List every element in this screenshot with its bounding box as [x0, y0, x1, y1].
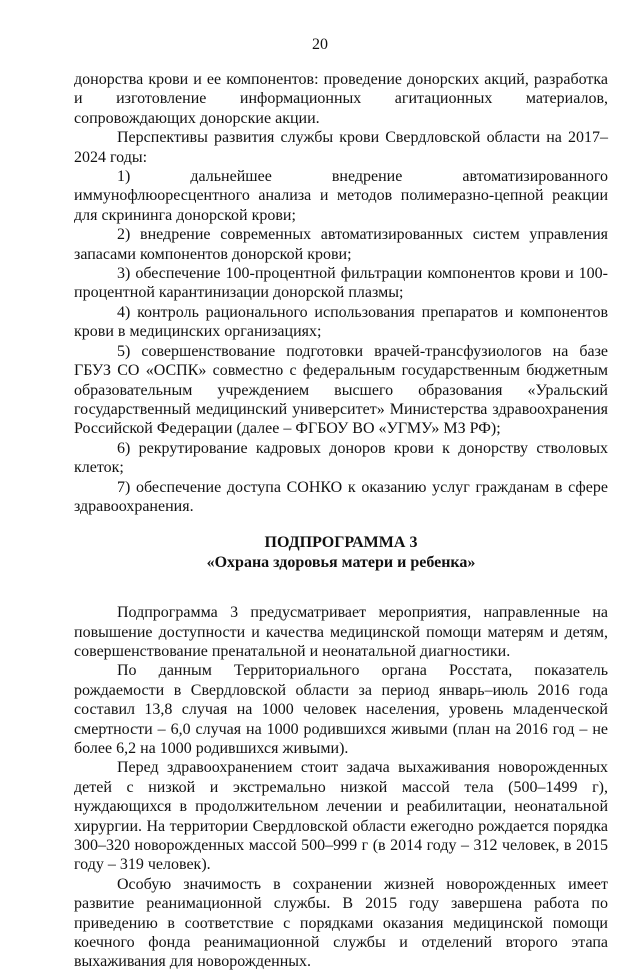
perspective-item-7: 7) обеспечение доступа СОНКО к оказанию услуг гражданам в сфере здравоохранения. — [74, 478, 608, 515]
perspective-item-2: 2) внедрение современных автоматизированных систем управления запасами компонентов донорской крови; — [74, 226, 608, 263]
page-number: 20 — [312, 36, 328, 53]
perspectives-title: Перспективы развития службы крови Свердловской области на 2017–2024 годы: — [74, 129, 608, 166]
section-paragraph-3: Перед здравоохранением стоит задача выхаживания новорожденных детей с низкой и экстремально низкой массой тела (500–1499 г), нуждающихся в продолжительном лечении и реабилитации, неонатальной хирургии. На территории Свердловской области ежегодно рождается порядка 300–320 новорожденных массой 500–999 г (в 2014 году – 312 человек, в 2015 году – 319 человек). — [74, 759, 608, 874]
subprogram-heading: ПОДПРОГРАММА 3 — [264, 534, 418, 552]
perspective-item-4: 4) контроль рационального использования препаратов и компонентов крови в медицинских организациях; — [74, 303, 608, 341]
subprogram-subheading: «Охрана здоровья матери и ребенка» — [206, 553, 476, 571]
section-paragraph-2: По данным Территориального органа Росстата, показатель рождаемости в Свердловской области за период январь–июль 2016 года составил 13,8 случая на 1000 человек населения, уровень младенческой смертности – 6,0 случая на 1000 родившихся живыми (план на 2016 год – не более 6,2 на 1000 родившихся живыми). — [74, 662, 608, 757]
perspective-item-6: 6) рекрутирование кадровых доноров крови к донорству стволовых клеток; — [74, 439, 608, 477]
section-paragraph-4: Особую значимость в сохранении жизней новорожденных имеет развитие реанимационной службы. В 2015 году завершена работа по приведению в соответствие с порядками оказания медицинской помощи коечного фонда реанимационной службы и отделений второго этапа выхаживания для новорожденных. — [74, 875, 608, 971]
document-body — [74, 70, 608, 972]
perspective-item-5: 5) совершенствование подготовки врачей-трансфузиологов на базе ГБУЗ СО «ОСПК» совместно с федеральным государственным бюджетным образовательным учреждением высшего образования «Уральский государственный медицинский университет» Министерства здравоохранения Российской Федерации (далее – ФГБОУ ВО «УГМУ» МЗ РФ); — [74, 342, 608, 438]
perspective-item-3: 3) обеспечение 100-процентной фильтрации компонентов крови и 100-процентной карантинизации донорской плазмы; — [74, 265, 608, 302]
section-paragraph-1: Подпрограмма 3 предусматривает мероприятия, направленные на повышение доступности и качества медицинской помощи матерям и детям, совершенствование пренатальной и неонатальной диагностики. — [74, 604, 608, 660]
perspective-item-1: 1) дальнейшее внедрение автоматизированного иммунофлюоресцентного анализа и методов полимеразно-цепной реакции для скрининга донорской крови; — [74, 168, 608, 224]
continuation-paragraph: донорства крови и ее компонентов: проведение донорских акций, разработка и изготовление информационных агитационных материалов, сопровождающих донорские акции. — [74, 71, 608, 127]
